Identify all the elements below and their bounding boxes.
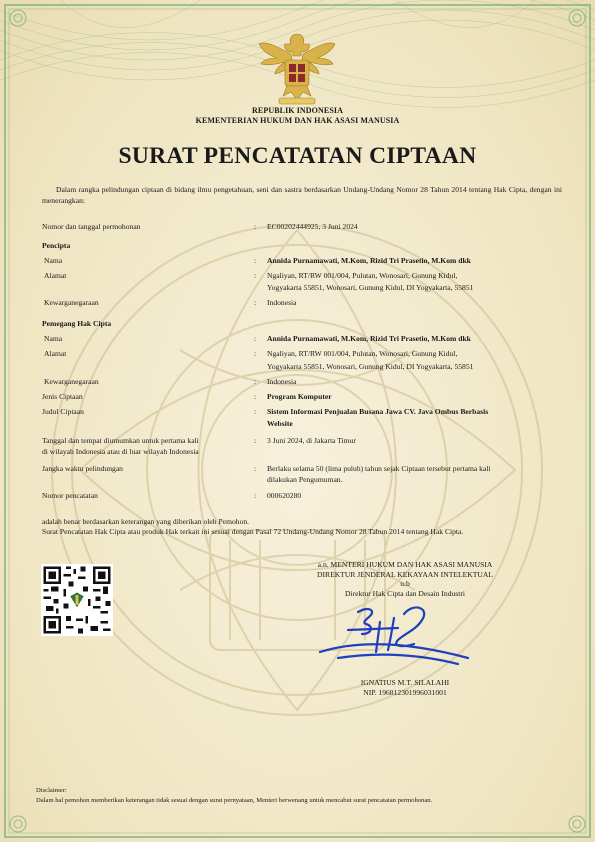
intro-paragraph: Dalam rangka pelindungan ciptaan di bidang ilmu pengetahuan, seni dan sastra berdasarkan Undang-Undang Nomor 28 Tahun 2014 tentang Hak Cipta, dengan ini menerangkan: (42, 185, 562, 205)
holder-section-heading: Pemegang Hak Cipta (42, 319, 112, 328)
signatory-nip: NIP. 196812301996031001 (363, 687, 447, 697)
record-value: 000620280 (267, 491, 302, 500)
creator-section-heading: Pencipta (42, 241, 71, 250)
colon: : (254, 334, 257, 343)
application-label: Nomor dan tanggal permohonan (42, 222, 141, 231)
term-label: Jangka waktu pelindungan (42, 464, 123, 473)
work-title-line1: Sistem Informasi Penjualan Busana Jawa CV. Java Ombus Berbasis (267, 407, 489, 416)
signatory-line2: DIREKTUR JENDERAL KEKAYAAN INTELEKTUAL (317, 569, 493, 579)
colon: : (254, 256, 257, 265)
disclaimer-text: Dalam hal pemohon memberikan keterangan tidak sesuai dengan surat pernyataan, Menteri berwenang untuk mencabut surat pencatatan permohonan. (36, 797, 433, 804)
signatory-block (290, 560, 520, 598)
signature-graphic (318, 600, 470, 672)
colon: : (254, 271, 257, 280)
colon: : (254, 407, 257, 416)
colon: : (254, 491, 257, 500)
closing-line2: Surat Pencatatan Hak Cipta atau produk Hak terkait ini sesuai dengan Pasal 72 Undang-Undang Nomor 28 Tahun 2014 tentang Hak Cipta. (42, 527, 464, 536)
announce-label-line2: di wilayah Indonesia atau di luar wilayah Indonesia (42, 447, 199, 456)
work-title-label: Judul Ciptaan (42, 407, 84, 416)
record-label: Nomor pencatatan (42, 491, 98, 500)
holder-name-value: Annida Purnamawati, M.Kom, Rizid Tri Prasetio, M.Kom dkk (267, 334, 471, 343)
header-ministry: KEMENTERIAN HUKUM DAN HAK ASASI MANUSIA (195, 116, 400, 125)
colon: : (254, 222, 257, 231)
announce-label-line1: Tanggal dan tempat diumumkan untuk pertama kali (42, 436, 199, 445)
colon: : (254, 298, 257, 307)
creator-name-label: Nama (44, 256, 63, 265)
term-line2: dilakukan Pengumuman. (267, 475, 343, 484)
type-label: Jenis Ciptaan (42, 392, 83, 401)
work-title-line2: Website (267, 419, 293, 428)
colon: : (254, 464, 257, 473)
creator-nationality-value: Indonesia (267, 298, 297, 307)
colon: : (254, 349, 257, 358)
signatory-line1: a.n. MENTERI HUKUM DAN HAK ASASI MANUSIA (317, 560, 493, 569)
application-value: EC00202444925, 3 Juni 2024 (267, 222, 358, 231)
type-value: Program Komputer (267, 392, 332, 401)
document-title: SURAT PENCATATAN CIPTAAN (118, 143, 477, 169)
holder-nationality-label: Kewarganegaraan (44, 377, 99, 386)
colon: : (254, 436, 257, 445)
header-country: REPUBLIK INDONESIA (252, 106, 343, 115)
qr-code-icon (41, 564, 113, 636)
signatory-line4: Direktur Hak Cipta dan Desain Industri (345, 588, 465, 598)
announce-value: 3 Juni 2024, di Jakarta Timur (267, 436, 357, 445)
creator-address-label: Alamat (44, 271, 67, 280)
colon: : (254, 392, 257, 401)
holder-address-line1: Ngaliyan, RT/RW 001/004, Pulutan, Wonosari, Gunung Kidul, (267, 349, 458, 358)
signatory-line3: u.b (400, 579, 410, 589)
signatory-name-block (290, 678, 520, 697)
holder-address-label: Alamat (44, 349, 67, 358)
term-line1: Berlaku selama 50 (lima puluh) tahun sejak Ciptaan tersebut pertama kali (267, 464, 491, 473)
disclaimer-title: Disclaimer: (36, 787, 67, 794)
creator-nationality-label: Kewarganegaraan (44, 298, 99, 307)
holder-nationality-value: Indonesia (267, 377, 297, 386)
holder-name-label: Nama (44, 334, 63, 343)
colon: : (254, 377, 257, 386)
closing-text (42, 517, 562, 537)
holder-address-line2: Yogyakarta 55851, Wonosari, Gunung Kidul, DI Yogyakarta, 55851 (267, 362, 474, 371)
garuda-emblem-icon (255, 30, 339, 106)
signatory-name: IGNATIUS M.T. SILALAHI (360, 678, 450, 687)
creator-address-line2: Yogyakarta 55851, Wonosari, Gunung Kidul, DI Yogyakarta, 55851 (267, 283, 474, 292)
closing-line1: adalah benar berdasarkan keterangan yang diberikan oleh Pemohon. (42, 517, 250, 526)
creator-address-line1: Ngaliyan, RT/RW 001/004, Pulutan, Wonosari, Gunung Kidul, (267, 271, 458, 280)
creator-name-value: Annida Purnamawati, M.Kom, Rizid Tri Prasetio, M.Kom dkk (267, 256, 471, 265)
